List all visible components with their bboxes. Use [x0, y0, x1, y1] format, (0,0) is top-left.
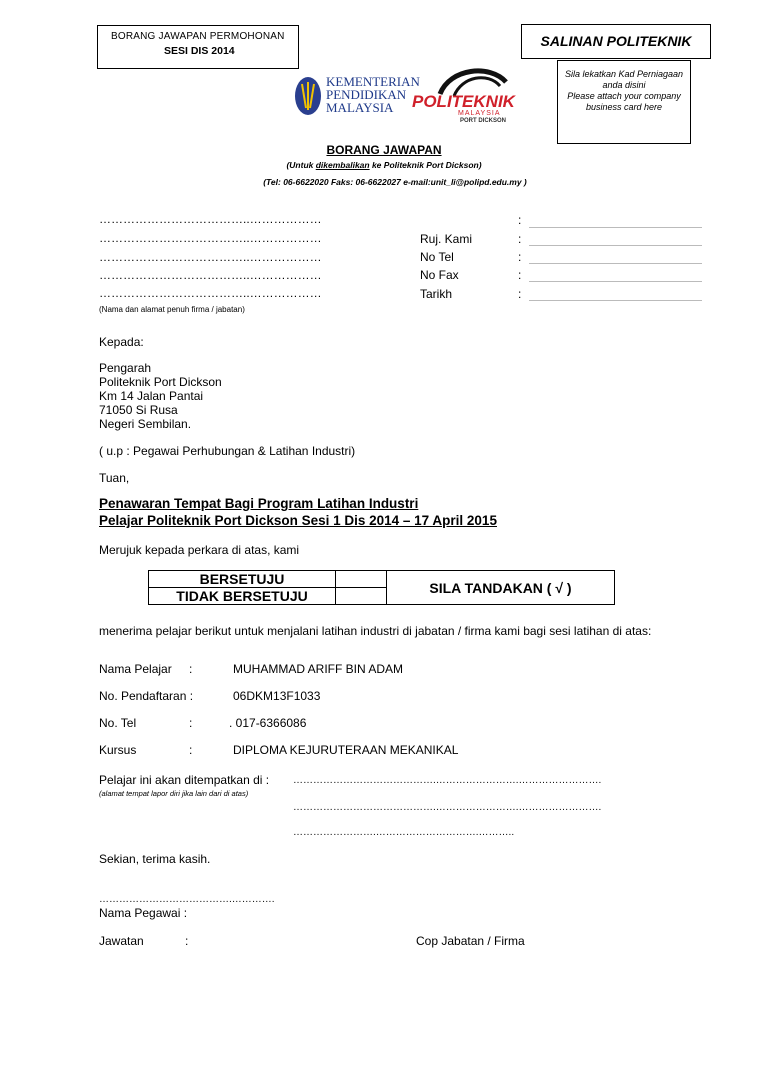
- tick-instruction: SILA TANDAKAN ( √ ): [387, 571, 615, 605]
- business-card-box: [557, 60, 691, 144]
- agree-checkbox[interactable]: [336, 571, 387, 588]
- logo-kementerian-line2: PENDIDIKAN: [326, 87, 407, 102]
- recipient-address: [99, 361, 222, 431]
- date-label: Tarikh: [420, 287, 453, 301]
- field-colon-1: :: [518, 232, 522, 246]
- date-field-line[interactable]: [529, 300, 702, 301]
- subtitle-underlined: dikembalikan: [315, 160, 370, 170]
- subject-line-2: Pelajar Politeknik Port Dickson Sesi 1 Dis 2014 – 17 April 2015: [99, 513, 497, 528]
- course-value: DIPLOMA KEJURUTERAAN MEKANIKAL: [233, 743, 459, 757]
- ref-field-line[interactable]: [529, 245, 702, 246]
- tel-field-line[interactable]: [529, 263, 702, 264]
- student-tel-colon: :: [189, 716, 193, 730]
- field-line-0[interactable]: [529, 227, 702, 228]
- recipient-line-4: 71050 Si Rusa: [99, 403, 178, 417]
- contact-info: (Tel: 06-6622020 Faks: 06-6622027 e-mail:unit_li@polipd.edu.my ): [263, 177, 527, 187]
- placement-line-2[interactable]: …………………………………….…………………….…………………….: [293, 802, 602, 813]
- registration-label: No. Pendaftaran :: [99, 689, 194, 703]
- card-text-ms-2: anda disini: [602, 80, 646, 90]
- accept-text: menerima pelajar berikut untuk menjalani latihan industri di jabatan / firma kami bagi sesi latihan di atas:: [99, 624, 652, 638]
- fax-field-line[interactable]: [529, 281, 702, 282]
- fax-label: No Fax: [420, 268, 459, 282]
- placement-line-3[interactable]: …………………….………………………….………..: [293, 827, 515, 838]
- form-label: BORANG JAWAPAN PERMOHONAN: [111, 31, 285, 42]
- student-tel-label: No. Tel: [99, 716, 137, 730]
- field-colon-2: :: [518, 250, 522, 264]
- placement-line-1[interactable]: …………………………………….…………………….…………………….: [293, 775, 602, 786]
- recipient-line-5: Negeri Sembilan.: [99, 417, 192, 431]
- address-line-3: ………………………………..………………: [99, 250, 322, 264]
- ref-label: Ruj. Kami: [420, 232, 473, 246]
- card-text-en-1: Please attach your company: [567, 91, 681, 101]
- address-note: (Nama dan alamat penuh firma / jabatan): [99, 305, 245, 314]
- student-name-label: Nama Pelajar: [99, 662, 172, 676]
- student-name-colon: :: [189, 662, 193, 676]
- address-line-2: ………………………………..………………: [99, 231, 322, 245]
- subtitle-suffix: ke Politeknik Port Dickson): [369, 160, 482, 170]
- agreement-table: [148, 570, 615, 605]
- logo-kementerian-line1: KEMENTERIAN: [326, 74, 420, 89]
- kepada-label: Kepada:: [99, 335, 144, 349]
- salutation: Tuan,: [99, 471, 130, 485]
- placement-note: (alamat tempat lapor diri jika lain dari di atas): [99, 789, 249, 798]
- logo-politeknik-sub: MALAYSIA: [458, 110, 501, 117]
- form-label-box: [97, 25, 299, 69]
- recipient-line-3: Km 14 Jalan Pantai: [99, 389, 204, 403]
- logo-politeknik-campus: PORT DICKSON: [460, 118, 507, 124]
- signature-line[interactable]: ………………………………….………….: [99, 894, 275, 905]
- stamp-label: Cop Jabatan / Firma: [416, 934, 525, 948]
- recipient-line-1: Pengarah: [99, 361, 152, 375]
- registration-value: 06DKM13F1033: [233, 689, 321, 703]
- position-colon: :: [185, 934, 189, 948]
- field-colon-3: :: [518, 268, 522, 282]
- politeknik-logo: [410, 62, 526, 130]
- position-label: Jawatan: [99, 934, 144, 948]
- subtitle-prefix: (Untuk: [286, 160, 316, 170]
- student-tel-value: . 017-6366086: [229, 716, 307, 730]
- placement-label: Pelajar ini akan ditempatkan di :: [99, 773, 270, 787]
- course-colon: :: [189, 743, 193, 757]
- title-subtitle: [0, 160, 768, 170]
- card-text-ms-1: Sila lekatkan Kad Perniagaan: [564, 69, 684, 79]
- intro-text: Merujuk kepada perkara di atas, kami: [99, 543, 300, 557]
- recipient-line-2: Politeknik Port Dickson: [99, 375, 222, 389]
- course-label: Kursus: [99, 743, 137, 757]
- disagree-checkbox[interactable]: [336, 588, 387, 605]
- copy-label: SALINAN POLITEKNIK: [521, 24, 711, 59]
- address-line-4: ………………………………..………………: [99, 268, 322, 282]
- field-colon-0: :: [518, 213, 522, 227]
- option-disagree: TIDAK BERSETUJU: [149, 588, 336, 605]
- logo-politeknik-text: POLITEKNIK: [412, 92, 515, 111]
- address-line-1: ………………………………..………………: [99, 212, 322, 226]
- thanks-text: Sekian, terima kasih.: [99, 852, 211, 866]
- card-text-en-2: business card here: [585, 102, 663, 112]
- address-line-5: ………………………………..………………: [99, 286, 322, 300]
- field-colon-4: :: [518, 287, 522, 301]
- page-title: BORANG JAWAPAN: [326, 143, 442, 157]
- student-name-value: MUHAMMAD ARIFF BIN ADAM: [233, 662, 404, 676]
- attention-line: ( u.p : Pegawai Perhubungan & Latihan Industri): [99, 444, 356, 458]
- session-label: SESI DIS 2014: [164, 45, 235, 57]
- kementerian-logo: [294, 74, 420, 118]
- officer-name-label: Nama Pegawai :: [99, 906, 188, 920]
- option-agree: BERSETUJU: [149, 571, 336, 588]
- logo-kementerian-line3: MALAYSIA: [326, 100, 394, 115]
- tel-label: No Tel: [420, 250, 454, 264]
- subject-line-1: Penawaran Tempat Bagi Program Latihan Industri: [99, 496, 419, 511]
